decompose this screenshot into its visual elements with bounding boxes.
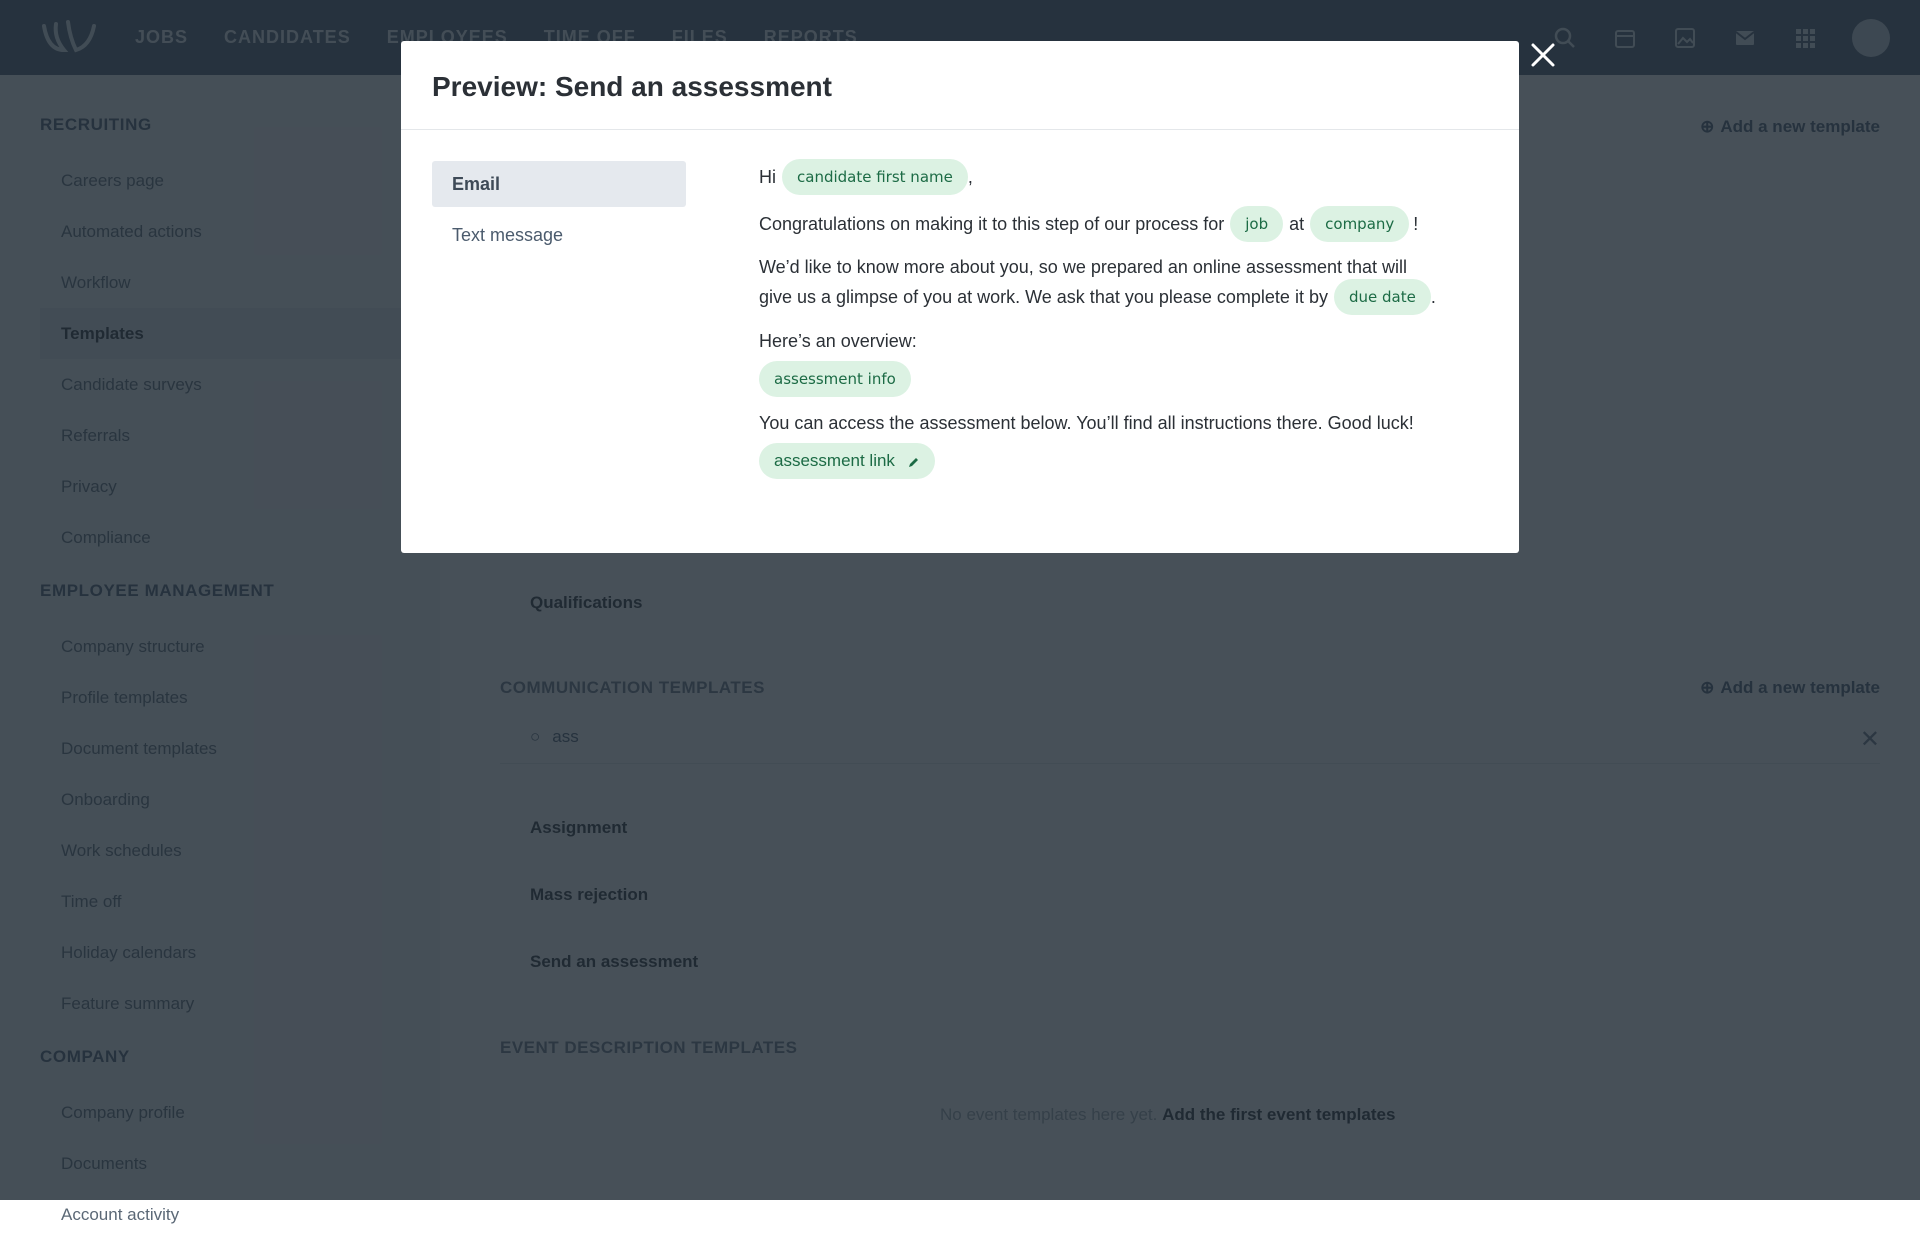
preview-tabs (432, 161, 686, 263)
overview-line (759, 323, 917, 359)
tab-email[interactable]: Email (432, 161, 686, 207)
pencil-icon[interactable] (908, 456, 920, 468)
congrats-text: Congratulations on making it to this step of our process for (759, 213, 1225, 234)
access-text: You can access the assessment below. You’ll find all instructions there. Good luck! (759, 412, 1414, 433)
greeting-line (759, 159, 973, 195)
paragraph-text-2: give us a glimpse of you at work. We ask that you please complete it by (759, 286, 1328, 307)
placeholder-due-date: due date (1334, 279, 1431, 315)
paragraph-line-2 (759, 279, 1436, 315)
close-icon[interactable] (1530, 42, 1556, 68)
placeholder-assessment-info: assessment info (759, 361, 911, 397)
placeholder-assessment-link[interactable] (759, 443, 935, 479)
assessment-info-line (759, 361, 911, 397)
assessment-link-label: assessment link (774, 451, 895, 470)
placeholder-company: company (1310, 206, 1409, 242)
congrats-line (759, 206, 1418, 242)
sidebar-item-account-activity[interactable]: Account activity (61, 1205, 180, 1224)
placeholder-job: job (1230, 206, 1283, 242)
modal-title: Preview: Send an assessment (432, 71, 832, 102)
congrats-end: ! (1413, 213, 1419, 234)
paragraph-end: . (1430, 286, 1436, 307)
placeholder-candidate-first-name: candidate first name (782, 159, 968, 195)
assessment-link-line (759, 443, 935, 479)
greeting-text: Hi (759, 166, 776, 187)
access-line (759, 405, 1414, 441)
at-text: at (1289, 213, 1305, 234)
overview-text: Here’s an overview: (759, 330, 917, 351)
modal-divider (401, 129, 1519, 130)
tab-text-message[interactable]: Text message (452, 225, 564, 245)
paragraph-text-1: We’d like to know more about you, so we prepared an online assessment that will (759, 256, 1408, 277)
preview-modal (401, 41, 1519, 553)
greeting-end: , (967, 166, 973, 187)
